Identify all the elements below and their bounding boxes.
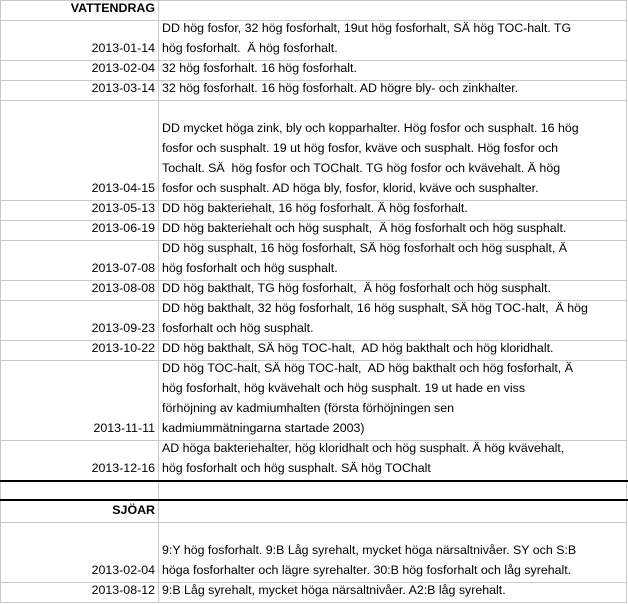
- date-cell[interactable]: 2013-07-08: [0, 241, 159, 280]
- section-title-sjoar: SJÖAR: [112, 503, 155, 517]
- section-title-vattendrag: VATTENDRAG: [70, 1, 155, 15]
- header-cell[interactable]: [0, 501, 159, 522]
- notes-cell[interactable]: DD hög bakthalt, SÄ hög TOC-halt, AD hög bakthalt och hög kloridhalt.: [159, 341, 627, 360]
- empty-row: [0, 482, 627, 500]
- table-row: [0, 523, 627, 583]
- notes-cell[interactable]: DD hög fosfor, 32 hög fosforhalt, 19ut hög fosforhalt, SÄ hög TOC-halt. TG hög fosforhalt. Ä hög fosforhalt.: [159, 21, 627, 60]
- table-row: [0, 241, 627, 281]
- table-row: [0, 441, 627, 481]
- table-row: [0, 361, 627, 441]
- notes-cell[interactable]: DD hög bakteriehalt och hög susphalt, Ä hög fosforhalt och hög susphalt.: [159, 221, 627, 240]
- date-cell[interactable]: 2013-02-04: [0, 523, 159, 582]
- date-cell[interactable]: 2013-09-23: [0, 301, 159, 340]
- empty-cell[interactable]: [0, 482, 159, 499]
- date-cell[interactable]: 2013-08-08: [0, 281, 159, 300]
- header-cell[interactable]: [0, 1, 159, 20]
- date-cell[interactable]: 2013-03-14: [0, 81, 159, 100]
- table-row: [0, 101, 627, 201]
- empty-cell[interactable]: [159, 501, 627, 522]
- notes-cell[interactable]: DD mycket höga zink, bly och kopparhalter. Hög fosfor och susphalt. 16 hög fosfor och susphalt. 19 ut hög fosfor, kväve och susphalt. Hög fosfor och Tochalt. SÄ hög fosfor och TOChalt. TG hög fosfor och kvävehalt. Ä hög fosfor och susphalt. AD höga bly, fosfor, klorid, kväve och susphalter.: [159, 101, 627, 200]
- date-cell[interactable]: 2013-11-11: [0, 361, 159, 440]
- table-row: [0, 21, 627, 61]
- notes-cell[interactable]: DD hög TOC-halt, SÄ hög TOC-halt, AD hög bakthalt och hög fosforhalt, Ä hög fosforhalt, hög kvävehalt och hög susphalt. 19 ut hade en viss förhöjning av kadmiumhalten (första förhöjningen sen kadmiummätningarna startade 2003): [159, 361, 627, 440]
- notes-cell[interactable]: DD hög bakthalt, TG hög fosforhalt, Ä hög fosforhalt och hög susphalt.: [159, 281, 627, 300]
- date-cell[interactable]: 2013-05-13: [0, 201, 159, 220]
- notes-cell[interactable]: 32 hög fosforhalt. 16 hög fosforhalt.: [159, 61, 627, 80]
- table-row: [0, 301, 627, 341]
- notes-cell[interactable]: 32 hög fosforhalt. 16 hög fosforhalt. AD högre bly- och zinkhalter.: [159, 81, 627, 100]
- date-cell[interactable]: 2013-08-12: [0, 583, 159, 602]
- date-cell[interactable]: 2013-06-19: [0, 221, 159, 240]
- empty-cell[interactable]: [159, 482, 627, 499]
- notes-cell[interactable]: DD hög susphalt, 16 hög fosforhalt, SÄ hög fosforhalt och hög susphalt, Ä hög fosforhalt och hög susphalt.: [159, 241, 627, 280]
- date-cell[interactable]: 2013-02-04: [0, 61, 159, 80]
- notes-cell[interactable]: 9:Y hög fosforhalt. 9:B Låg syrehalt, mycket höga närsaltnivåer. SY och S:B höga fosforhalter och lägre syrehalter. 30:B hög fosforhalt och låg syrehalt.: [159, 523, 627, 582]
- notes-cell[interactable]: 9:B Låg syrehalt, mycket höga närsaltnivåer. A2:B låg syrehalt.: [159, 583, 627, 602]
- table-row: [0, 81, 627, 101]
- section-header-row: [0, 501, 627, 523]
- table-row: [0, 583, 627, 603]
- notes-cell[interactable]: DD hög bakthalt, 32 hög fosforhalt, 16 hög susphalt, SÄ hög TOC-halt, Ä hög fosforhalt och hög susphalt.: [159, 301, 627, 340]
- date-cell[interactable]: 2013-10-22: [0, 341, 159, 360]
- date-cell[interactable]: 2013-12-16: [0, 441, 159, 480]
- notes-cell[interactable]: AD höga bakteriehalter, hög kloridhalt och hög susphalt. Ä hög kvävehalt, hög fosforhalt och hög susphalt. SÄ hög TOChalt: [159, 441, 627, 480]
- date-cell[interactable]: 2013-04-15: [0, 101, 159, 200]
- notes-cell[interactable]: DD hög bakteriehalt, 16 hög fosforhalt. Ä hög fosforhalt.: [159, 201, 627, 220]
- date-cell[interactable]: 2013-01-14: [0, 21, 159, 60]
